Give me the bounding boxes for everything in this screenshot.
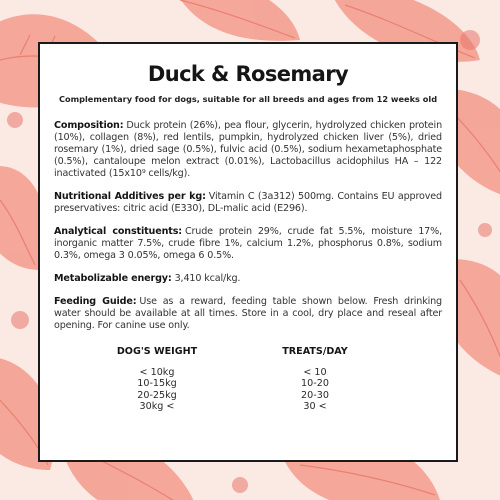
treats-cell: 30 < [303, 401, 327, 412]
label-panel [38, 42, 458, 462]
product-subtitle: Complementary food for dogs, suitable for all breeds and ages from 12 weeks old [58, 94, 438, 104]
feeding-text: Use as a reward, feeding table shown below. Fresh drinking water should be available at all times. Store in a cool, dry place and reseal after opening. For canine use only. [54, 296, 442, 331]
energy-section [54, 273, 442, 285]
additives-label: Nutritional Additives per kg: [54, 191, 206, 202]
treats-cell: < 10 [303, 366, 327, 378]
table-row [54, 390, 442, 402]
additives-text: Vitamin C (3a312) 500mg. Contains EU approved preservatives: citric acid (E330), DL-malic acid (E296). [54, 191, 442, 214]
feeding-label: Feeding Guide: [54, 296, 137, 307]
table-row [54, 401, 442, 413]
treats-cell: 20-30 [301, 389, 329, 401]
weight-cell: 10-15kg [137, 378, 177, 389]
treats-header: TREATS/DAY [282, 346, 348, 357]
composition-text: Duck protein (26%), pea flour, glycerin, hydrolyzed chicken protein (10%), collagen (8%), red lentils, pumpkin, hydrolyzed chicken liver (5%), dried rosemary (1%), dried sage (0.5%), fulvic acid (0.5%), sodium hexametaphosphate (0.5%), cantaloupe melon extract (0.01%), Lactobacillus acidophilus HA – 122 inactivated (15x10⁹ cells/kg). [54, 120, 442, 179]
composition-section [54, 120, 442, 180]
weight-header: DOG'S WEIGHT [116, 346, 198, 357]
analytical-text: Crude protein 29%, crude fat 5.5%, moisture 17%, inorganic matter 7.5%, crude fibre 1%, calcium 1.2%, phosphorus 0.8%, sodium 0.3%, omega 3 0.05%, omega 6 0.5%. [54, 226, 442, 261]
treats-cell: 10-20 [301, 378, 329, 389]
table-row [54, 378, 442, 390]
weight-cell: 30kg < [139, 401, 175, 412]
weight-cell: < 10kg [139, 366, 175, 378]
weight-cell: 20-25kg [137, 389, 177, 401]
additives-section [54, 191, 442, 215]
feeding-table-header [54, 346, 442, 358]
feeding-section [54, 296, 442, 332]
product-title: Duck & Rosemary [147, 62, 349, 86]
energy-label: Metabolizable energy: [54, 273, 172, 284]
analytical-section [54, 226, 442, 262]
energy-text: 3,410 kcal/kg. [174, 273, 241, 284]
table-row [54, 367, 442, 379]
composition-label: Composition: [54, 120, 124, 131]
feeding-table [54, 346, 442, 413]
analytical-label: Analytical constituents: [54, 226, 182, 237]
